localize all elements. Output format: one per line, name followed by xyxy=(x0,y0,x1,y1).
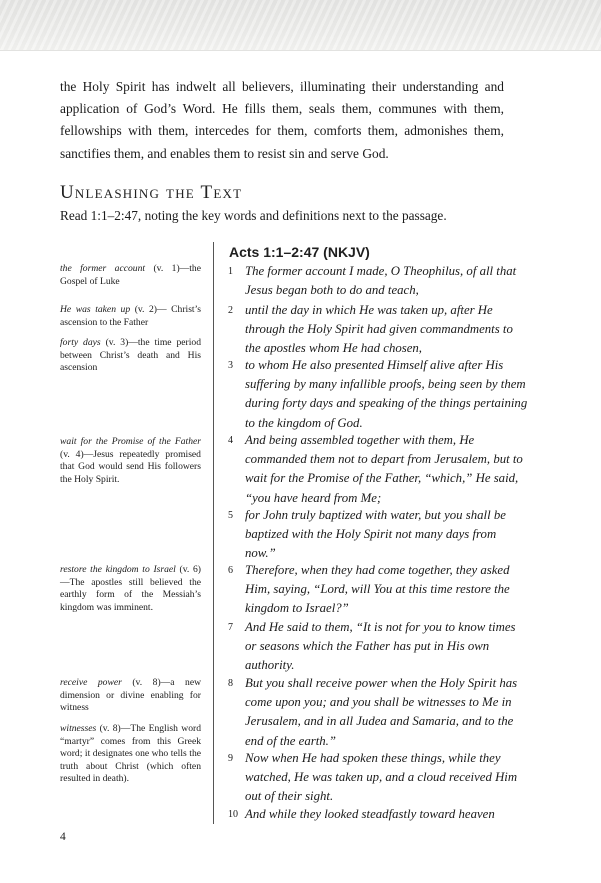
verse-2 xyxy=(228,301,528,359)
verse-1 xyxy=(228,262,528,300)
column-divider xyxy=(213,242,214,824)
note-ref: (v. 3) xyxy=(100,337,129,348)
verse-10 xyxy=(228,805,528,824)
note-ref: (v. 8) xyxy=(96,723,121,734)
verse-text: But you shall receive power when the Holy Spirit has come upon you; and you shall be witnesses to Me in Jerusalem, and in all Judea and Samaria, and to the end of the earth.” xyxy=(245,676,518,748)
intro-paragraph: the Holy Spirit has indwelt all believers, illuminating their understanding and application of God’s Word. He fills them, seals them, communes with them, fellowships with them, intercedes for them, comforts them, admonishes them, sanctifies them, and enables them to resist sin and serve God. xyxy=(60,79,504,161)
note-term: witnesses xyxy=(60,723,97,734)
note-former-account xyxy=(60,263,201,288)
verse-text: until the day in which He was taken up, after He through the Holy Spirit had given commandments to the apostles whom He had chosen, xyxy=(245,303,513,356)
verse-number: 4 xyxy=(228,435,233,446)
verse-text: And being assembled together with them, He commanded them not to depart from Jerusalem, but to wait for the Promise of the Father, “which,” He said, “you have heard from Me; xyxy=(245,433,523,505)
passage-title: Acts 1:1–2:47 (NKJV) xyxy=(229,244,370,260)
note-definition: —Jesus repeatedly promised that God would send His followers the Holy Spirit. xyxy=(60,448,201,485)
verse-9 xyxy=(228,749,528,807)
verse-number: 3 xyxy=(228,360,233,371)
note-definition: —The English word “martyr” comes from this Greek word; it designates one who tells the truth about Christ (which often resulted in death). xyxy=(60,723,201,785)
note-restore-kingdom xyxy=(60,564,201,614)
note-ref: (v. 2) xyxy=(130,304,157,315)
section-title: Unleashing the Text xyxy=(60,182,243,203)
verse-7 xyxy=(228,618,528,676)
note-term: receive power xyxy=(60,677,122,688)
verse-text: to whom He also presented Himself alive after His suffering by many infallible proofs, being seen by them during forty days and speaking of the things pertaining to the kingdom of God. xyxy=(245,358,528,430)
verse-text: Now when He had spoken these things, while they watched, He was taken up, and a cloud received Him out of their sight. xyxy=(245,751,518,804)
verse-text: for John truly baptized with water, but you shall be baptized with the Holy Spirit not many days from now.” xyxy=(245,508,506,561)
verse-number: 6 xyxy=(228,565,233,576)
note-promise-of-father xyxy=(60,436,201,486)
verse-number: 9 xyxy=(228,753,233,764)
reading-instruction: Read 1:1–2:47, noting the key words and definitions next to the passage. xyxy=(60,208,447,223)
note-term: the former account xyxy=(60,263,146,274)
header-band xyxy=(0,0,601,51)
verse-number: 7 xyxy=(228,622,233,633)
note-term: He was taken up xyxy=(60,304,131,315)
verse-3 xyxy=(228,356,528,433)
note-ref: (v. 6) xyxy=(175,564,201,575)
note-definition: —a new dimension or divine enabling for witness xyxy=(60,677,202,714)
verse-8 xyxy=(228,674,528,751)
verse-number: 1 xyxy=(228,266,233,277)
note-term: wait for the Promise of the Father xyxy=(60,436,201,447)
page-number: 4 xyxy=(60,831,66,843)
verse-5 xyxy=(228,506,528,564)
verse-number: 2 xyxy=(228,305,233,316)
verse-text: And He said to them, “It is not for you to know times or seasons which the Father has put in His own authority. xyxy=(245,620,516,673)
note-receive-power xyxy=(60,677,201,715)
note-taken-up xyxy=(60,304,201,329)
note-witnesses xyxy=(60,723,201,786)
verse-text: The former account I made, O Theophilus, of all that Jesus began both to do and teach, xyxy=(245,264,517,298)
note-definition: —The apostles still believed the earthly form of the Messiah’s kingdom was imminent. xyxy=(60,576,201,613)
verse-number: 10 xyxy=(228,809,238,820)
note-ref: (v. 8) xyxy=(121,677,161,688)
note-term: forty days xyxy=(60,337,101,348)
note-term: restore the kingdom to Israel xyxy=(60,564,176,575)
note-definition: — Christ’s ascension to the Father xyxy=(60,304,201,328)
verse-text: Therefore, when they had come together, they asked Him, saying, “Lord, will You at this time restore the kingdom to Israel?” xyxy=(245,563,510,616)
verse-number: 8 xyxy=(228,678,233,689)
note-definition: —the Gospel of Luke xyxy=(60,263,201,287)
verse-4 xyxy=(228,431,528,508)
note-forty-days xyxy=(60,337,201,375)
note-definition: —the time period between Christ’s death and His ascension xyxy=(60,337,201,374)
verse-number: 5 xyxy=(228,510,233,521)
note-ref: (v. 1) xyxy=(145,263,180,274)
verse-text: And while they looked steadfastly toward heaven xyxy=(245,807,495,821)
note-ref: (v. 4) xyxy=(60,448,84,460)
verse-6 xyxy=(228,561,528,619)
